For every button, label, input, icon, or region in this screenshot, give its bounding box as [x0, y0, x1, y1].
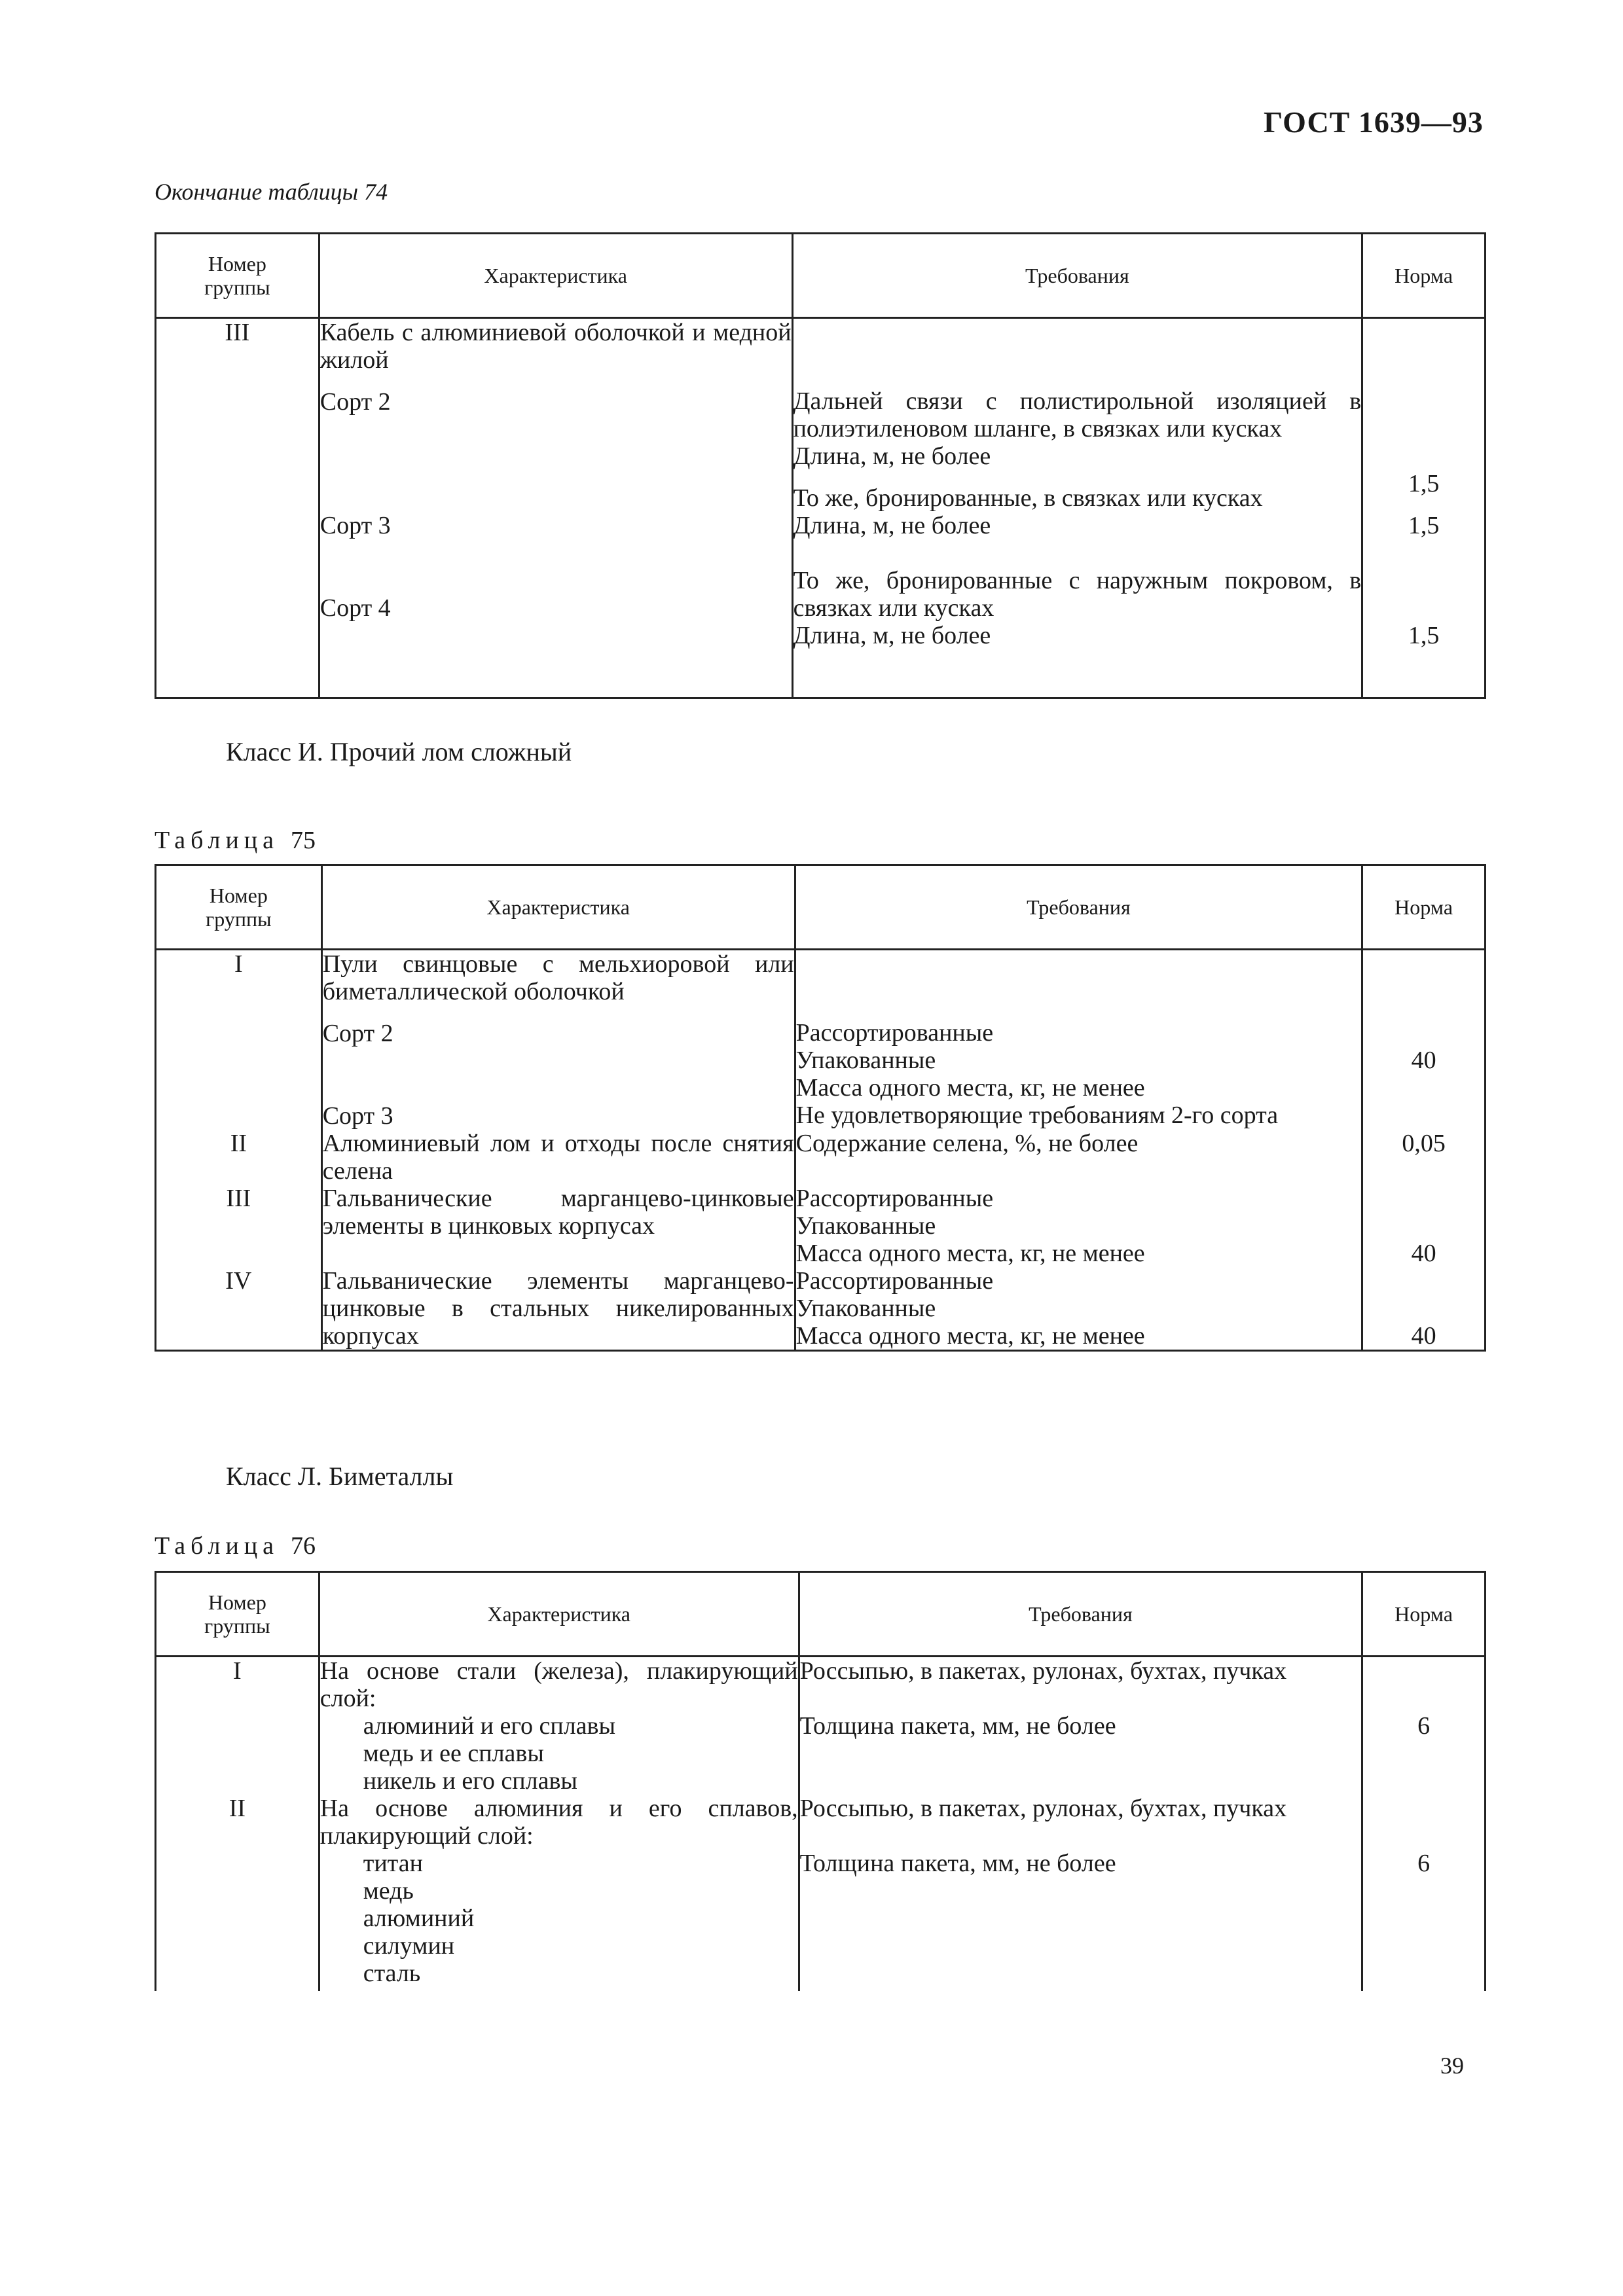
header-group: Номер группы — [156, 1572, 319, 1657]
table-number: 75 — [291, 827, 316, 854]
sort-label: Сорт 2 — [322, 1020, 393, 1047]
characteristic-text: На основе алюминия и его сплавов, плакирующий слой: — [319, 1795, 798, 1850]
list-item: алюминий и его сплавы — [363, 1712, 616, 1740]
table-74 — [155, 232, 1486, 699]
header-group: Номер группы — [156, 234, 319, 318]
header-group: Номер группы — [156, 865, 322, 950]
group-number: III — [156, 1185, 322, 1267]
norm-cell — [1362, 1185, 1486, 1267]
characteristic-text: Алюминиевый лом и отходы после снятия селена — [322, 1130, 794, 1185]
table-header-row — [156, 234, 1486, 318]
requirements-cell — [799, 1657, 1362, 1795]
header-characteristic: Характеристика — [321, 865, 795, 950]
header-norm: Норма — [1362, 865, 1486, 950]
sort-label: Сорт 2 — [319, 388, 391, 416]
table-row — [156, 1130, 1486, 1185]
norm-value: 1,5 — [1408, 470, 1440, 497]
sort-label: Сорт 3 — [322, 1102, 393, 1130]
group-number: II — [156, 1130, 322, 1185]
table-number: 76 — [291, 1532, 316, 1560]
norm-value: 40 — [1411, 1322, 1436, 1350]
table-row — [156, 318, 1486, 698]
characteristic-text: На основе стали (железа), плакирующий слой: — [319, 1657, 798, 1712]
characteristic-cell — [319, 318, 792, 698]
requirement-text: Содержание селена, %, не более — [795, 1130, 1362, 1185]
list-item: алюминий — [363, 1905, 475, 1932]
requirement-text: То же, бронированные, в связках или кусках — [793, 484, 1263, 512]
requirement-text: Длина, м, не более — [793, 622, 991, 649]
requirement-text: Упакованные — [795, 1295, 936, 1322]
header-characteristic: Характеристика — [319, 1572, 799, 1657]
requirement-text: Рассортированные — [795, 1185, 994, 1212]
table-label-text: Таблица — [155, 827, 280, 854]
list-item: медь — [363, 1877, 414, 1905]
norm-value: 40 — [1411, 1240, 1436, 1267]
characteristic-cell — [319, 1657, 799, 1795]
document-code: ГОСТ 1639—93 — [1264, 105, 1484, 139]
requirement-text: Масса одного места, кг, не менее — [795, 1240, 1145, 1267]
table-continuation-label: Окончание таблицы 74 — [155, 179, 388, 205]
requirement-text: Толщина пакета, мм, не более — [799, 1712, 1116, 1740]
requirements-cell — [795, 1185, 1362, 1267]
requirement-text: Не удовлетворяющие требованиям 2-го сорта — [795, 1102, 1279, 1129]
characteristic-text: Кабель с алюминиевой оболочкой и медной жилой — [319, 319, 792, 374]
table-row — [156, 1267, 1486, 1351]
table-row — [156, 1795, 1486, 1991]
sort-label: Сорт 4 — [319, 594, 391, 622]
requirements-cell — [792, 318, 1362, 698]
requirement-text: Длина, м, не более — [793, 442, 991, 470]
requirement-text: Рассортированные — [795, 1019, 994, 1047]
requirements-cell — [799, 1795, 1362, 1991]
sort-label: Сорт 3 — [319, 512, 391, 539]
group-number: I — [156, 950, 322, 1130]
norm-value: 6 — [1417, 1712, 1431, 1740]
requirement-text: Упакованные — [795, 1212, 936, 1240]
norm-cell — [1362, 318, 1486, 698]
group-number: IV — [156, 1267, 322, 1351]
header-requirements: Требования — [792, 234, 1362, 318]
table-label-text: Таблица — [155, 1532, 280, 1560]
table-75 — [155, 864, 1486, 1352]
header-characteristic: Характеристика — [319, 234, 792, 318]
norm-cell — [1362, 1795, 1486, 1991]
list-item: никель и его сплавы — [363, 1767, 577, 1795]
norm-value: 1,5 — [1408, 622, 1440, 649]
table-header-row — [156, 1572, 1486, 1657]
characteristic-cell — [321, 950, 795, 1130]
characteristic-text: Гальванические марганцево-цинковые элементы в цинковых корпусах — [321, 1185, 795, 1267]
norm-value: 1,5 — [1408, 512, 1440, 539]
norm-value: 0,05 — [1362, 1130, 1486, 1185]
header-norm: Норма — [1362, 234, 1486, 318]
group-number: III — [156, 318, 319, 698]
norm-value: 6 — [1417, 1850, 1431, 1877]
requirement-text: Рассортированные — [795, 1267, 994, 1295]
requirement-text: Толщина пакета, мм, не более — [799, 1850, 1116, 1877]
header-requirements: Требования — [795, 865, 1362, 950]
characteristic-cell — [319, 1795, 799, 1991]
norm-cell — [1362, 950, 1486, 1130]
characteristic-text: Пули свинцовые с мельхиоровой или биметаллической оболочкой — [322, 950, 794, 1005]
table-row — [156, 950, 1486, 1130]
requirement-text: Масса одного места, кг, не менее — [795, 1074, 1145, 1102]
characteristic-text: Гальванические элементы марганцево-цинковые в стальных никелированных корпусах — [322, 1267, 794, 1350]
requirement-text: Россыпью, в пакетах, рулонах, бухтах, пучках — [799, 1795, 1287, 1822]
list-item: титан — [363, 1850, 423, 1877]
requirement-text: Длина, м, не более — [793, 512, 991, 539]
requirement-text: Масса одного места, кг, не менее — [795, 1322, 1145, 1350]
group-number: II — [156, 1795, 319, 1991]
header-requirements: Требования — [799, 1572, 1362, 1657]
list-item: силумин — [363, 1932, 455, 1960]
table-76 — [155, 1571, 1486, 1991]
requirements-cell — [795, 1267, 1362, 1351]
table-row — [156, 1185, 1486, 1267]
requirement-text: То же, бронированные с наружным покровом, в связках или кусках — [793, 567, 1362, 622]
group-number: I — [156, 1657, 319, 1795]
table-header-row — [156, 865, 1486, 950]
requirement-text: Дальней связи с полистирольной изоляцией в полиэтиленовом шланге, в связках или кусках — [793, 387, 1362, 442]
list-item: сталь — [363, 1960, 421, 1987]
norm-value: 40 — [1411, 1047, 1436, 1074]
header-norm: Норма — [1362, 1572, 1486, 1657]
norm-cell — [1362, 1267, 1486, 1351]
section-heading: Класс Л. Биметаллы — [226, 1462, 454, 1491]
page-number: 39 — [1440, 2053, 1464, 2079]
table-label — [155, 1532, 316, 1560]
section-heading: Класс И. Прочий лом сложный — [226, 737, 572, 766]
requirements-cell — [795, 950, 1362, 1130]
requirement-text: Россыпью, в пакетах, рулонах, бухтах, пучках — [799, 1657, 1287, 1685]
requirement-text: Упакованные — [795, 1047, 936, 1074]
list-item: медь и ее сплавы — [363, 1740, 544, 1767]
table-label — [155, 826, 316, 855]
norm-cell — [1362, 1657, 1486, 1795]
table-row — [156, 1657, 1486, 1795]
